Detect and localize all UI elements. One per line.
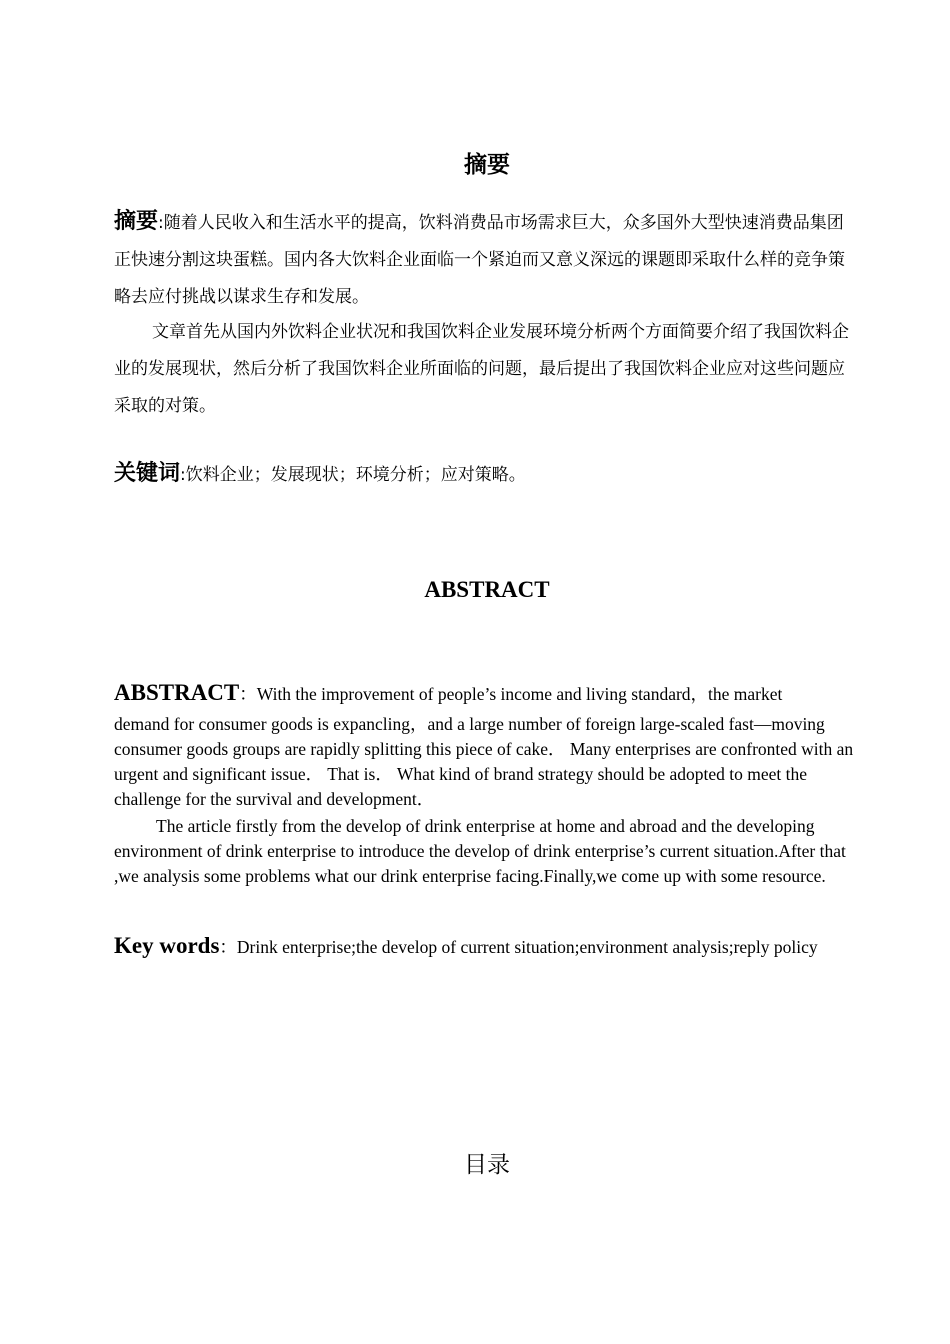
chinese-abstract-paragraph-1 <box>114 203 854 316</box>
english-abstract-title: ABSTRACT <box>424 577 550 602</box>
english-keywords-separator: ： <box>219 937 237 957</box>
table-of-contents-title: 目录 <box>464 1152 510 1178</box>
english-article-paragraph <box>114 814 860 889</box>
chinese-abstract-separator: : <box>158 213 164 233</box>
chinese-keywords <box>114 455 854 494</box>
english-abstract-text-rest: demand for consumer goods is expancling，and a large number of foreign large-scaled fast—moving consumer goods groups are rapidly splitting this piece of cake． Many enterprises are confronted with an urgent and significant issue． That is． What kind of brand strategy should be adopted to meet the challenge for the survival and development． <box>114 714 854 809</box>
chinese-abstract-label: 摘要 <box>114 209 159 234</box>
english-keywords <box>114 922 860 971</box>
english-article-text: The article firstly from the develop of drink enterprise at home and abroad and the developing environment of drink enterprise to introduce the develop of drink enterprise’s current situation.After that ,we analysis some problems what our drink enterprise facing.Finally,we come up with some resource. <box>114 816 846 886</box>
english-abstract-text-first: With the improvement of people’s income and living standard，the market <box>256 684 783 704</box>
chinese-keywords-label: 关键词 <box>114 461 181 486</box>
english-abstract-separator: ： <box>239 684 257 704</box>
english-abstract-paragraph <box>114 675 860 812</box>
chinese-abstract-text-1: 随着人民收入和生活水平的提高，饮料消费品市场需求巨大，众多国外大型快速消费品集团正快速分割这块蛋糕。国内各大饮料企业面临一个紧迫而又意义深远的课题即采取什么样的竞争策略去应付挑战以谋求生存和发展。 <box>114 213 845 307</box>
english-abstract-first-line <box>114 675 860 712</box>
chinese-abstract-paragraph-2 <box>114 314 854 425</box>
chinese-keywords-text: 饮料企业；发展现状；环境分析；应对策略。 <box>185 465 526 485</box>
english-keywords-text: Drink enterprise;the develop of current situation;environment analysis;reply policy <box>236 937 818 957</box>
chinese-keywords-separator: : <box>180 465 186 485</box>
english-keywords-label: Key words <box>114 933 220 958</box>
chinese-abstract-title: 摘要 <box>464 152 510 178</box>
chinese-abstract-text-2: 文章首先从国内外饮料企业状况和我国饮料企业发展环境分析两个方面简要介绍了我国饮料企业的发展现状，然后分析了我国饮料企业所面临的问题，最后提出了我国饮料企业应对这些问题应采取的对策。 <box>114 322 849 416</box>
english-abstract-label: ABSTRACT <box>114 680 240 705</box>
